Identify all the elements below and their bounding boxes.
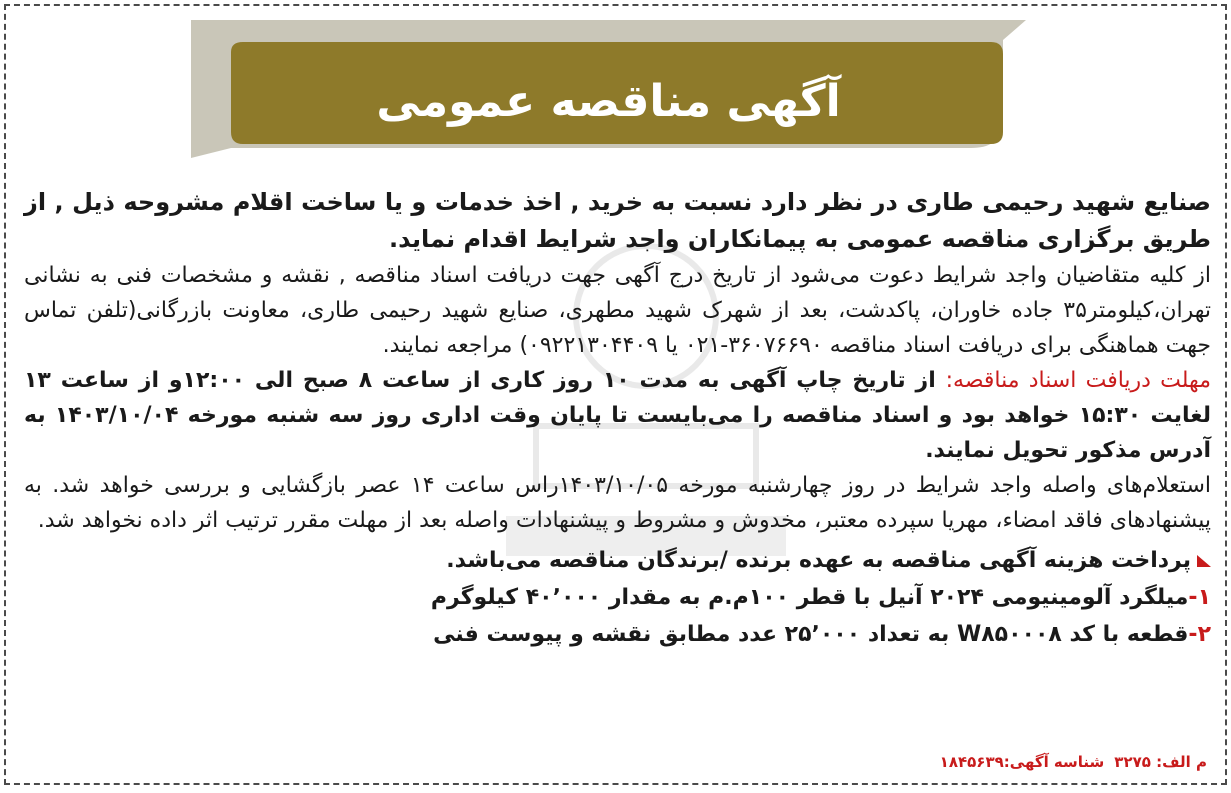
notice-page [4, 4, 1227, 785]
item-text: میلگرد آلومینیومی ۲۰۲۴ آنیل با قطر ۱۰۰م.م به مقدار ۴۰٬۰۰۰ کیلوگرم [430, 585, 1189, 610]
list-item [24, 616, 1211, 653]
notice-body [24, 184, 1211, 653]
list-item [24, 579, 1211, 616]
item-text: قطعه با کد W۸۵۰۰۰۸ به تعداد ۲۵٬۰۰۰ عدد مطابق نقشه و پیوست فنی [433, 622, 1189, 647]
title-banner [191, 20, 1026, 158]
notice-footer [930, 753, 1207, 771]
cost-note [24, 542, 1211, 579]
triangle-bullet-icon [1197, 555, 1211, 567]
item-number: ۱- [1188, 585, 1211, 610]
cost-note-text: پرداخت هزینه آگهی مناقصه به عهده برنده /برندگان مناقصه می‌باشد. [446, 548, 1191, 573]
lead-paragraph: صنایع شهید رحیمی طاری در نظر دارد نسبت به خرید , اخذ خدمات و یا ساخت اقلام مشروحه ذیل , از طریق برگزاری مناقصه عمومی به پیمانکاران واجد شرایط اقدام نماید. [24, 188, 1211, 253]
reference-code: م الف: ۳۲۷۵ [1114, 753, 1207, 771]
page-title: آگهی مناقصه عمومی [376, 76, 841, 127]
item-number: ۲- [1188, 622, 1211, 647]
deadline-label: مهلت دریافت اسناد مناقصه: [945, 368, 1211, 393]
invitation-paragraph: از کلیه متقاضیان واجد شرایط دعوت می‌شود از تاریخ درج آگهی جهت دریافت اسناد مناقصه , نقشه و مشخصات فنی به نشانی تهران،کیلومتر۳۵ جاده خاوران، پاکدشت، بعد از شهرک شهید مطهری، صنایع شهید رحیمی طاری، معاونت بازرگانی(تلفن تماس جهت هماهنگی برای دریافت اسناد مناقصه ۳۶۰۷۶۶۹۰-۰۲۱ یا ۰۹۲۲۱۳۰۴۴۰۹) مراجعه نمایند. [24, 263, 1211, 358]
deadline-paragraph [24, 363, 1211, 468]
ad-id: شناسه آگهی:۱۸۴۵۶۳۹ [939, 753, 1105, 771]
opening-paragraph: استعلام‌های واصله واجد شرایط در روز چهارشنبه مورخه ۱۴۰۳/۱۰/۰۵راس ساعت ۱۴ عصر بازگشایی و بررسی خواهد شد. به پیشنهادهای فاقد امضاء، مهریا سپرده معتبر، مخدوش و مشروط و پیشنهادات واصله بعد از مهلت مقرر ترتیب اثر داده نخواهد شد. [24, 473, 1211, 533]
deadline-text: از تاریخ چاپ آگهی به مدت ۱۰ روز کاری از ساعت ۸ صبح الی ۱۲:۰۰و از ساعت ۱۳ لغایت ۱۵:۳۰ خواهد بود و اسناد مناقصه را می‌بایست تا پایان وقت اداری روز سه شنبه مورخه ۱۴۰۳/۱۰/۰۴ به آدرس مذکور تحویل نمایند. [24, 368, 1211, 463]
